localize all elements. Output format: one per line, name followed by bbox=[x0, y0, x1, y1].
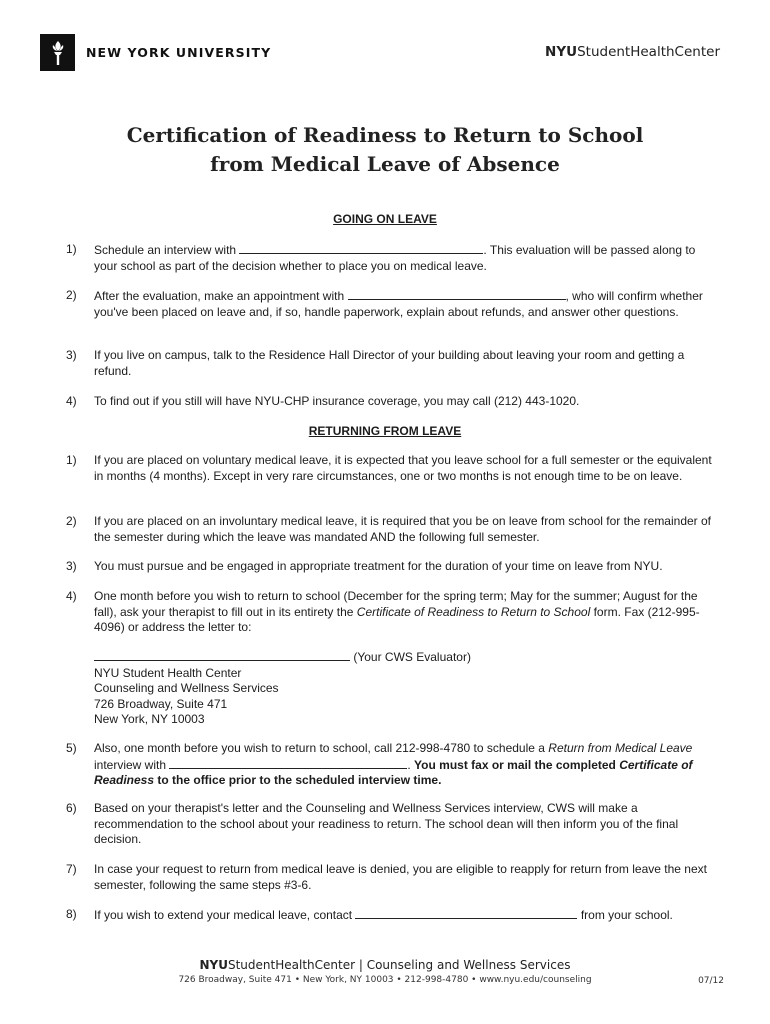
return-item-1: 1) If you are placed on voluntary medical leave, it is expected that you leave school for a full semester or the equivalent in months (4 months). Except in very rare circumstances, one or two months is not enough time to be on leave. bbox=[66, 453, 712, 483]
form-date-code: 07/12 bbox=[698, 976, 724, 986]
return-item-5: 5) Also, one month before you wish to return to school, call 212-998-4780 to schedule a Return from Medical Leave interview with . You must fax or mail the completed Certificate of Readiness to the office prior to the scheduled interview time. bbox=[66, 741, 693, 787]
torch-icon bbox=[49, 40, 67, 66]
student-health-center-logo bbox=[545, 44, 720, 60]
return-item-7: 7) In case your request to return from medical leave is denied, you are eligible to reapply for return from leave the next semester, following the same steps #3-6. bbox=[66, 862, 707, 892]
appointment-blank bbox=[348, 288, 566, 300]
logo-rest: StudentHealthCenter bbox=[577, 44, 720, 60]
going-on-leave-heading: GOING ON LEAVE bbox=[333, 212, 437, 226]
return-item-4: 4) One month before you wish to return to school (December for the spring term; May for the summer; August for the fall), ask your therapist to fill out in its entirety the Certificate of Readiness to Return to School form. Fax (212-995-4096) or address the letter to: bbox=[66, 589, 700, 634]
page-footer: NYUStudentHealthCenter | Counseling and Wellness Services 726 Broadway, Suite 471 • New York, NY 10003 • 212-998-4780 • www.nyu.edu/counseling bbox=[0, 958, 770, 985]
title-line-1: Certification of Readiness to Return to School bbox=[126, 123, 644, 147]
return-item-6: 6) Based on your therapist's letter and the Counseling and Wellness Services interview, CWS will make a recommendation to the school about your readiness to return. The school dean will then inform you of the final decision. bbox=[66, 801, 679, 846]
contact-blank bbox=[355, 907, 577, 919]
going-item-1: 1) Schedule an interview with . This evaluation will be passed along to your school as part of the decision whether to place you on medical leave. bbox=[66, 242, 696, 273]
university-name: NEW YORK UNIVERSITY bbox=[86, 45, 272, 60]
going-item-4: 4) To find out if you still will have NYU-CHP insurance coverage, you may call (212) 443-1020. bbox=[66, 394, 580, 408]
nyu-torch-logo bbox=[40, 34, 75, 71]
title-line-2: from Medical Leave of Absence bbox=[210, 152, 560, 176]
interview-with-blank bbox=[169, 757, 407, 769]
return-item-3: 3) You must pursue and be engaged in appropriate treatment for the duration of your time on leave from NYU. bbox=[66, 559, 663, 573]
going-item-3: 3) If you live on campus, talk to the Residence Hall Director of your building about leaving your room and getting a refund. bbox=[66, 348, 685, 378]
mailing-address: (Your CWS Evaluator) NYU Student Health Center Counseling and Wellness Services 726 Broadway, Suite 471 New York, NY 10003 bbox=[94, 650, 471, 726]
document-title bbox=[0, 121, 770, 179]
footer-address: 726 Broadway, Suite 471 • New York, NY 10003 • 212-998-4780 • www.nyu.edu/counseling bbox=[178, 975, 592, 985]
logo-nyu: NYU bbox=[545, 44, 578, 60]
return-item-2: 2) If you are placed on an involuntary medical leave, it is required that you be on leave from school for the remainder of the semester during which the leave was mandated AND the following full semester. bbox=[66, 514, 712, 544]
return-item-8: 8) If you wish to extend your medical leave, contact from your school. bbox=[66, 907, 673, 922]
going-item-2: 2) After the evaluation, make an appointment with , who will confirm whether you've been placed on leave and, if so, handle paperwork, explain about refunds, and answer other questions. bbox=[66, 288, 703, 319]
returning-heading: RETURNING FROM LEAVE bbox=[308, 424, 462, 438]
page-header bbox=[40, 34, 720, 72]
interviewer-blank bbox=[239, 242, 483, 254]
evaluator-blank bbox=[94, 649, 350, 661]
